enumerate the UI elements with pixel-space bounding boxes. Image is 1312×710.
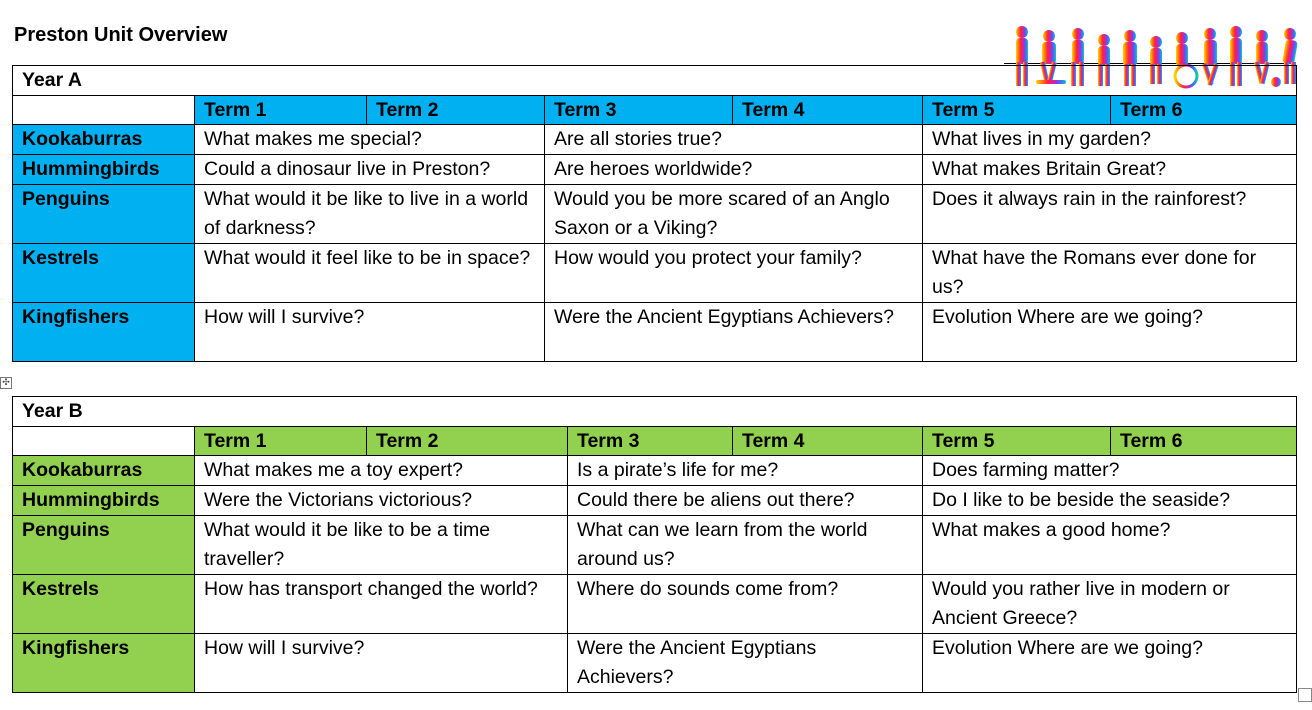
group-name: Kestrels	[13, 244, 195, 303]
group-name: Hummingbirds	[13, 155, 195, 185]
unit-term-3-4: Would you be more scared of an Anglo Saxon or a Viking?	[545, 185, 923, 244]
term-2-header: Term 2	[367, 427, 568, 456]
unit-term-1-2: How will I survive?	[195, 634, 568, 693]
unit-term-1-2: What would it be like to live in a world of darkness?	[195, 185, 545, 244]
table-row	[13, 575, 1297, 634]
page-title: Preston Unit Overview	[14, 24, 228, 46]
unit-term-1-2: How has transport changed the world?	[195, 575, 568, 634]
unit-term-3-4: Were the Ancient Egyptians Achievers?	[568, 634, 923, 693]
unit-term-5-6: Does farming matter?	[923, 456, 1297, 486]
unit-term-5-6: Does it always rain in the rainforest?	[923, 185, 1297, 244]
unit-term-5-6: What lives in my garden?	[923, 125, 1297, 155]
year-b-table	[12, 396, 1297, 693]
unit-term-3-4: Are heroes worldwide?	[545, 155, 923, 185]
term-2-header: Term 2	[367, 96, 545, 125]
table-row	[13, 486, 1297, 516]
table-row	[13, 516, 1297, 575]
term-5-header: Term 5	[923, 96, 1111, 125]
unit-term-3-4: Could there be aliens out there?	[568, 486, 923, 516]
term-3-header: Term 3	[568, 427, 733, 456]
unit-term-5-6: What have the Romans ever done for us?	[923, 244, 1297, 303]
unit-term-5-6: Evolution Where are we going?	[923, 303, 1297, 362]
table-move-handle-icon[interactable]: ✣	[0, 377, 12, 389]
term-6-header: Term 6	[1111, 427, 1297, 456]
group-name: Penguins	[13, 185, 195, 244]
year-a-table	[12, 65, 1297, 362]
term-header-empty	[13, 96, 195, 125]
group-name: Kestrels	[13, 575, 195, 634]
term-3-header: Term 3	[545, 96, 733, 125]
unit-term-3-4: Are all stories true?	[545, 125, 923, 155]
table-row	[13, 185, 1297, 244]
group-name: Hummingbirds	[13, 486, 195, 516]
unit-term-1-2: What makes me special?	[195, 125, 545, 155]
unit-term-5-6: Do I like to be beside the seaside?	[923, 486, 1297, 516]
unit-term-3-4: How would you protect your family?	[545, 244, 923, 303]
unit-term-1-2: What would it be like to be a time traveller?	[195, 516, 568, 575]
term-1-header: Term 1	[195, 96, 367, 125]
term-4-header: Term 4	[733, 96, 923, 125]
table-resize-handle[interactable]	[1298, 688, 1312, 702]
unit-term-1-2: What makes me a toy expert?	[195, 456, 568, 486]
term-1-header: Term 1	[195, 427, 367, 456]
unit-term-5-6: Would you rather live in modern or Ancient Greece?	[923, 575, 1297, 634]
unit-term-5-6: Evolution Where are we going?	[923, 634, 1297, 693]
term-header-empty	[13, 427, 195, 456]
group-name: Kingfishers	[13, 303, 195, 362]
table-row	[13, 634, 1297, 693]
term-5-header: Term 5	[923, 427, 1111, 456]
table-row	[13, 244, 1297, 303]
unit-term-1-2: How will I survive?	[195, 303, 545, 362]
group-name: Penguins	[13, 516, 195, 575]
table-row	[13, 456, 1297, 486]
term-4-header: Term 4	[733, 427, 923, 456]
unit-term-3-4: What can we learn from the world around us?	[568, 516, 923, 575]
term-6-header: Term 6	[1111, 96, 1297, 125]
unit-term-5-6: What makes Britain Great?	[923, 155, 1297, 185]
unit-term-3-4: Where do sounds come from?	[568, 575, 923, 634]
unit-term-5-6: What makes a good home?	[923, 516, 1297, 575]
unit-term-3-4: Is a pirate’s life for me?	[568, 456, 923, 486]
unit-term-1-2: What would it feel like to be in space?	[195, 244, 545, 303]
table-row	[13, 303, 1297, 362]
year-a-heading: Year A	[13, 66, 1297, 96]
group-name: Kookaburras	[13, 125, 195, 155]
unit-term-3-4: Were the Ancient Egyptians Achievers?	[545, 303, 923, 362]
group-name: Kookaburras	[13, 456, 195, 486]
group-name: Kingfishers	[13, 634, 195, 693]
year-b-heading: Year B	[13, 397, 1297, 427]
table-row	[13, 155, 1297, 185]
unit-term-1-2: Were the Victorians victorious?	[195, 486, 568, 516]
unit-term-1-2: Could a dinosaur live in Preston?	[195, 155, 545, 185]
table-row	[13, 125, 1297, 155]
